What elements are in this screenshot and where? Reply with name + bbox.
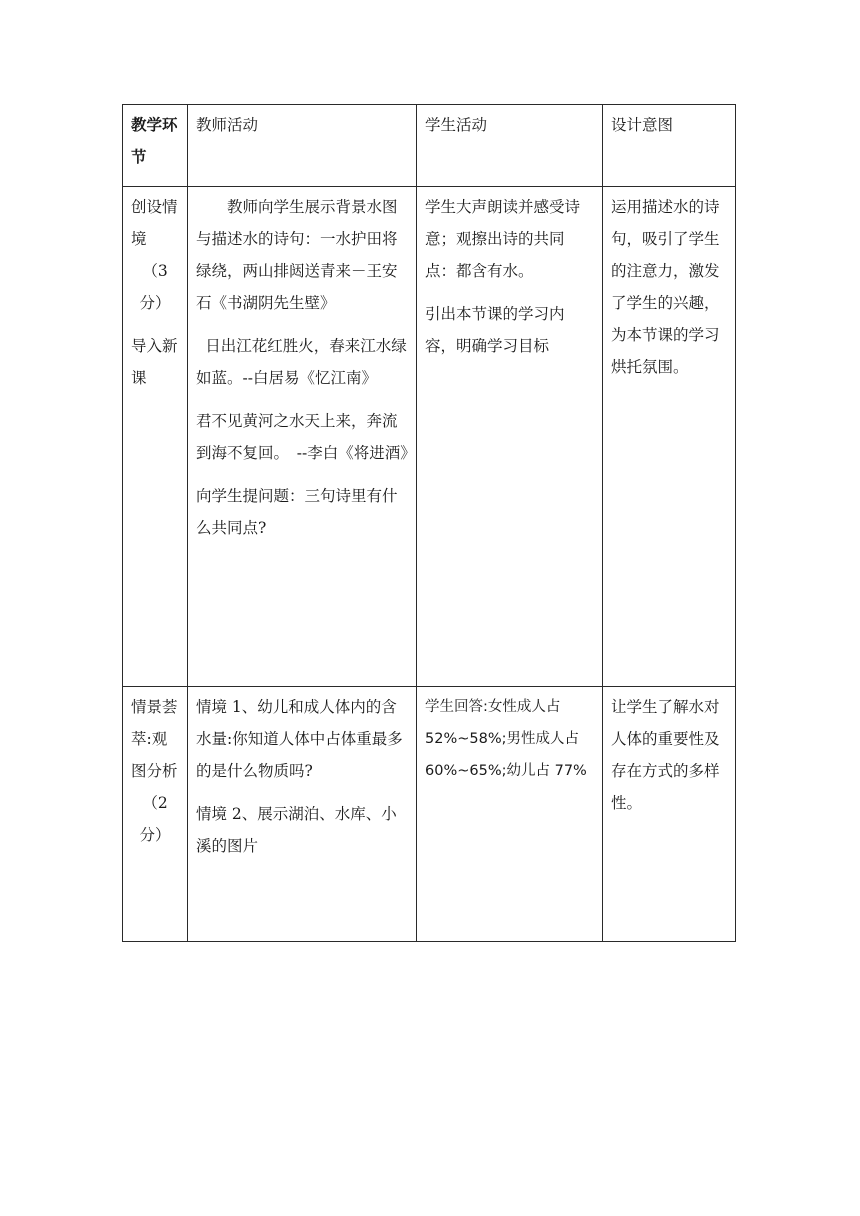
- header-teacher-cell: [188, 105, 417, 187]
- header-stage: 教学环节: [131, 115, 178, 166]
- stage-title: 情景荟萃:观图分析: [131, 698, 178, 780]
- student-paragraph: 学生大声朗读并感受诗意；观擦出诗的共同点：都含有水。: [425, 198, 581, 280]
- stage-duration: （2分）: [139, 794, 171, 844]
- student-activity-cell: [417, 687, 603, 942]
- teacher-paragraph: 情境 2、展示湖泊、水库、小溪的图片: [196, 805, 397, 855]
- intent-text: 让学生了解水对人体的重要性及存在方式的多样性。: [611, 698, 720, 812]
- stage-cell: [123, 187, 188, 687]
- intent-text: 运用描述水的诗句，吸引了学生的注意力，激发了学生的兴趣，为本节课的学习烘托氛围。: [611, 198, 720, 376]
- header-intent: 设计意图: [611, 116, 674, 134]
- teacher-activity-cell: [188, 687, 417, 942]
- teacher-paragraph: 向学生提问题：三句诗里有什么共同点?: [196, 487, 398, 537]
- design-intent-cell: [603, 687, 736, 942]
- teacher-paragraph: 情境 1、幼儿和成人体内的含水量:你知道人体中占体重最多的是什么物质吗?: [196, 698, 403, 780]
- stage-subtitle: 导入新课: [131, 337, 178, 387]
- table-row: [123, 187, 736, 687]
- teacher-paragraph: 日出江花红胜火，春来江水绿如蓝。--白居易《忆江南》: [196, 337, 407, 387]
- student-activity-cell: [417, 187, 603, 687]
- design-intent-cell: [603, 187, 736, 687]
- student-paragraph: 引出本节课的学习内容，明确学习目标: [425, 305, 565, 355]
- table-header-row: [123, 105, 736, 187]
- header-stage-cell: [123, 105, 188, 187]
- stage-duration: （3分）: [139, 262, 171, 312]
- teacher-paragraph: 君不见黄河之水天上来，奔流到海不复回。 --李白《将进酒》: [196, 412, 416, 462]
- header-teacher: 教师活动: [196, 116, 259, 134]
- lesson-plan-table: [122, 104, 736, 942]
- student-paragraph: 学生回答:女性成人占52%~58%;男性成人占60%~65%;幼儿占 77%: [425, 699, 587, 779]
- stage-title: 创设情境: [131, 198, 178, 248]
- header-intent-cell: [603, 105, 736, 187]
- teacher-activity-cell: [188, 187, 417, 687]
- header-student: 学生活动: [425, 116, 488, 134]
- table-row: [123, 687, 736, 942]
- header-student-cell: [417, 105, 603, 187]
- stage-cell: [123, 687, 188, 942]
- teacher-paragraph: 教师向学生展示背景水图与描述水的诗句：一水护田将绿绕，两山排闼送青来－王安石《书湖阴先生壁》: [196, 198, 398, 312]
